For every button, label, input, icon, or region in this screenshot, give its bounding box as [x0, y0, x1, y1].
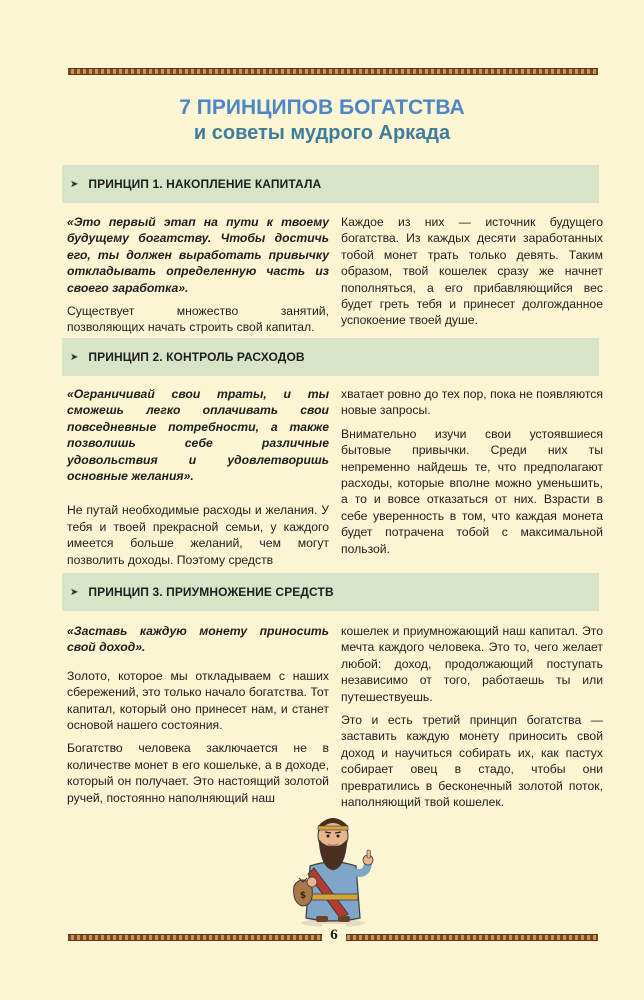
- svg-text:$: $: [299, 891, 307, 901]
- quote-paragraph: «Это первый этап на пути к твоему будущему богатству. Чтобы достичь его, ты должен выработать привычку откладывать определенную часть из своего заработка».: [67, 215, 329, 295]
- page-number: 6: [322, 924, 346, 946]
- section-2-left-column: [67, 386, 329, 575]
- section-heading-2: ➤ ПРИНЦИП 2. КОНТРОЛЬ РАСХОДОВ: [62, 338, 599, 376]
- section-heading-3: ➤ ПРИНЦИП 3. ПРИУМНОЖЕНИЕ СРЕДСТВ: [62, 573, 599, 611]
- top-ornament-border: [68, 68, 598, 75]
- section-1-left-column: [67, 214, 329, 343]
- quote-paragraph: «Заставь каждую монету приносить свой доход».: [67, 624, 329, 655]
- body-paragraph: Золото, которое мы откладываем с наших сбережений, это только начало богатства. Тот капитал, который оно принесет нам, и станет основой нашего состояния.: [67, 668, 329, 733]
- page-title: 7 ПРИНЦИПОВ БОГАТСТВА: [179, 96, 465, 119]
- body-paragraph: Внимательно изучи свои устоявшиеся бытовые привычки. Среди них ты непременно найдешь те, что предполагают расходы, которые вполне можно уменьшить, а то и вовсе отказаться от них. Взрасти в себе уверенность в том, что каждая монета будет потрачена тобой с максимальной пользой.: [341, 426, 603, 556]
- section-1-right-column: [341, 214, 603, 336]
- section-2-right-column: [341, 386, 603, 564]
- arrowhead-bullet-icon: ➤: [70, 178, 79, 190]
- body-paragraph: Не путай необходимые расходы и желания. У тебя и твоей прекрасной семьи, у каждого имеется больше желаний, чем могут позволить доходы. Поэтому средств: [67, 503, 329, 567]
- page-subtitle: и советы мудрого Аркада: [193, 122, 451, 144]
- body-paragraph: Каждое из них — источник будущего богатства. Из каждых десяти заработанных тобой монет трать только девять. Таким образом, твой кошелек сразу же начнет пополняться, а его прибавляющийся вес будет греть тебя и принесет долгожданное успокоение твоей душе.: [341, 215, 603, 328]
- arrowhead-bullet-icon: ➤: [70, 586, 79, 598]
- body-paragraph: хватает ровно до тех пор, пока не появляются новые запросы.: [341, 387, 603, 418]
- section-3-right-column: [341, 623, 603, 817]
- body-paragraph: Это и есть третий принцип богатства — заставить каждую монету приносить свой доход и научиться собирать их, как пастух собирает овец в стадо, чтобы они превратились в бесконечный золотой поток, наполняющий твой кошелек.: [341, 713, 603, 810]
- body-paragraph: Существует множество занятий, позволяющих начать строить свой капитал.: [67, 304, 329, 335]
- section-3-left-column: [67, 623, 329, 813]
- section-heading-1: ➤ ПРИНЦИП 1. НАКОПЛЕНИЕ КАПИТАЛА: [62, 165, 599, 203]
- body-paragraph: кошелек и приумножающий наш капитал. Это мечта каждого человека. Это то, чего желает любой: доход, продолжающий поступать независимо от того, работаешь ты или путешествуешь.: [341, 624, 603, 704]
- arrowhead-bullet-icon: ➤: [70, 351, 79, 363]
- body-paragraph: Богатство человека заключается не в количестве монет в его кошельке, а в доходе, который он получает. Это настоящий золотой ручей, постоянно наполняющий наш: [67, 741, 329, 805]
- quote-paragraph: «Ограничивай свои траты, и ты сможешь легко оплачивать свои повседневные потребности, а также позволишь себе различные удовольствия и удовлетворишь основные желания».: [67, 387, 329, 484]
- arkad-character-illustration: [288, 802, 378, 928]
